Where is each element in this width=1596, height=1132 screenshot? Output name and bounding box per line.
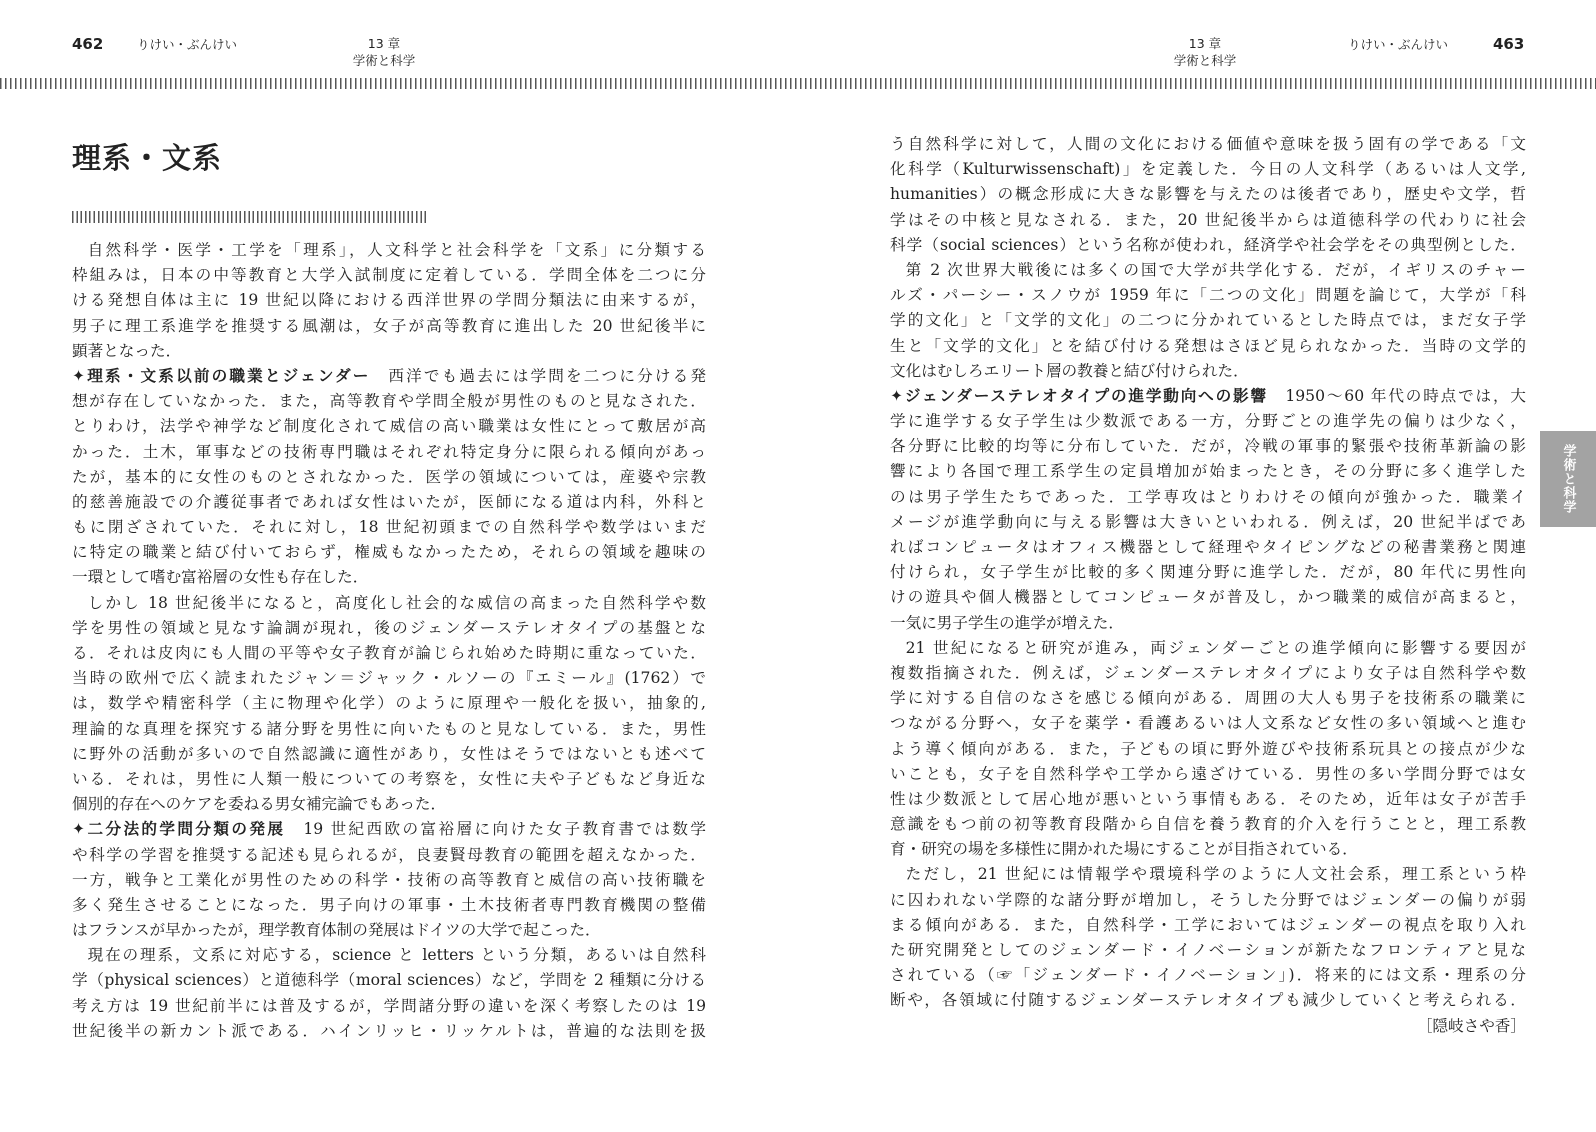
right-page-number: 463 <box>1493 35 1525 53</box>
text-line: 当時の欧州で広く読まれたジャン＝ジャック・ルソーの『エミール』(1762）で <box>72 669 706 688</box>
text-line: 学に対する自信のなさを感じる傾向がある．周囲の大人も男子を技術系の職業に <box>890 689 1526 708</box>
text-line: メージが進学動向に与える影響は大きいといわれる．例えば，20 世紀半ばであ <box>890 512 1526 531</box>
text-line: 一方，戦争と工業化が男性のための科学・技術の高等教育と威信の高い技術職を <box>72 870 706 889</box>
text-line: まる傾向がある．また，自然科学・工学においてはジェンダーの視点を取り入れ <box>890 915 1526 934</box>
text-line: 男子に理工系進学を推奨する風潮は，女子が高等教育に進出した 20 世紀後半に <box>72 316 706 335</box>
left-column <box>72 238 706 1044</box>
text-line: 学を男性の領域と見なす論調が現れ，後のジェンダーステレオタイプの基盤とな <box>72 618 706 637</box>
text-line: されている（☞「ジェンダード・イノベーション」)．将来的には文系・理系の分 <box>890 966 1526 985</box>
left-chapter-heading <box>339 35 429 69</box>
section-first-line <box>72 817 706 842</box>
text-line: 学（physical sciences）と道徳科学（moral sciences）など，学問を 2 種類に分ける <box>72 971 706 990</box>
text-line: 顕著となった． <box>72 341 182 360</box>
text-line: 各分野に比較的均等に分布していた．だが，冷戦の軍事的緊張や技術革新論の影 <box>890 437 1526 456</box>
text-line: 生と「文学的文化」とを結び付ける発想はさほど見られなかった．当時の文学的 <box>890 336 1526 355</box>
text-line: たが，基本的に女性のものとされなかった．医学の領域については，産婆や宗教 <box>72 467 706 486</box>
title-rule <box>72 211 427 223</box>
text-line: 文化はむしろエリート層の教養と結び付けられた． <box>890 361 1249 380</box>
text-run: 19 世紀西欧の富裕層に向けた女子教育書では数学 <box>303 820 706 839</box>
text-line: 一環として嗜む富裕層の女性も存在した． <box>72 568 369 587</box>
text-line: る．それは皮肉にも人間の平等や女子教育が論じられ始めた時期に重なっていた． <box>72 644 706 662</box>
right-chapter-title: 学術と科学 <box>1173 53 1237 68</box>
text-run: 1950〜60 年代の時点では，大 <box>1285 386 1526 405</box>
text-line: ルズ・パーシー・スノウが 1959 年に「二つの文化」問題を論じて，大学が「科 <box>890 286 1526 305</box>
right-chapter-number: 13 章 <box>1188 36 1222 51</box>
text-line: 自然科学・医学・工学を「理系」，人文科学と社会科学を「文系」に分類する <box>87 241 706 259</box>
text-line: humanities）の概念形成に大きな影響を与えたのは後者であり，歴史や文学，哲 <box>890 185 1526 204</box>
text-line: ただし，21 世紀には情報学や環境科学のように人文社会系，理工系という枠 <box>905 865 1526 884</box>
text-line: のは男子学生たちであった．工学専攻はとりわけその傾向が強かった．職業イ <box>890 487 1526 506</box>
text-line: ける発想自体は主に 19 世紀以降における西洋世界の学問分類法に由来するが， <box>72 291 706 310</box>
text-line: 的慈善施設での介護従事者であれば女性はいたが，医師になる道は内科，外科と <box>72 492 706 511</box>
left-running-head: りけい・ぶんけい <box>137 37 238 52</box>
text-line: 付けられ，女子学生が比較的多く関連分野に進学した．だが，80 年代に男性向 <box>890 563 1526 582</box>
right-chapter-heading <box>1160 35 1250 69</box>
author-credit: ［隠岐さや香］ <box>1416 1016 1526 1035</box>
left-chapter-number: 13 章 <box>367 36 401 51</box>
text-line: 想が存在していなかった．また，高等教育や学問全般が男性のものと見なされた． <box>72 392 706 411</box>
section-first-line <box>72 364 706 389</box>
text-line: 化科学（Kulturwissenschaft)」を定義した．今日の人文科学（あるいは人文学, <box>890 160 1526 179</box>
text-line: もに閉ざされていた．それに対し，18 世紀初頭までの自然科学や数学はいまだ <box>72 518 706 537</box>
text-line: 一気に男子学生の進学が増えた． <box>890 613 1124 632</box>
chapter-thumb-tab: 学術と科学 <box>1540 431 1596 527</box>
text-line: しかし 18 世紀後半になると，高度化し社会的な威信の高まった自然科学や数 <box>87 593 706 612</box>
text-line: かった．土木，軍事などの技術専門職はそれぞれ特定身分に限られる傾向があっ <box>72 442 706 461</box>
right-running-head: りけい・ぶんけい <box>1348 37 1449 52</box>
text-line: う自然科学に対して，人間の文化における価値や意味を扱う固有の学である「文 <box>890 135 1526 153</box>
text-line: に囚われない学際的な諸分野が増加し，そうした分野ではジェンダーの偏りが弱 <box>890 890 1526 909</box>
text-line: いる．それは，男性に人類一般についての考察を，女性に夫や子どもなど身近な <box>72 769 706 788</box>
text-line: 響により各国で理工系学生の定員増加が始まったとき，その分野に多く進学した <box>890 462 1526 481</box>
text-line: 意識をもつ前の初等教育段階から自信を養う教育的介入を行うことと，理工系教 <box>890 815 1526 834</box>
section-heading: ✦ジェンダーステレオタイプの進学動向への影響 <box>890 386 1268 405</box>
text-line: とりわけ，法学や神学など制度化されて威信の高い職業は女性にとって敷居が高 <box>72 417 706 436</box>
article-title: 理系・文系 <box>72 141 223 175</box>
left-page-number: 462 <box>72 35 104 53</box>
text-line: 科学（social sciences）という名称が使われ，経済学や社会学をその典型例とした． <box>890 235 1526 254</box>
text-line: ればコンピュータはオフィス機器として経理やタイピングなどの秘書業務と関連 <box>890 538 1526 556</box>
text-line: 現在の理系，文系に対応する，science と letters という分類，あるいは自然科 <box>87 946 706 965</box>
text-line: 性は少数派として居心地が悪いという事情もある．そのため，近年は女子が苦手 <box>890 789 1526 808</box>
text-line: は，数学や精密科学（主に物理や化学）のように原理や一般化を扱い，抽象的, <box>72 694 706 713</box>
text-line: 学的文化」と「文学的文化」の二つに分かれているとした時点では，まだ女子学 <box>890 311 1526 330</box>
text-line: 複数指摘された．例えば，ジェンダーステレオタイプにより女子は自然科学や数 <box>890 663 1526 682</box>
section-heading: ✦理系・文系以前の職業とジェンダー <box>72 366 371 385</box>
left-chapter-title: 学術と科学 <box>352 53 416 68</box>
text-line: 理論的な真理を探究する諸分野を男性に向いたものと見なしている．また，男性 <box>72 719 706 738</box>
text-line: 学はその中核と見なされる．また，20 世紀後半からは道徳科学の代わりに社会 <box>890 210 1526 229</box>
right-column <box>890 132 1526 1039</box>
text-line: や科学の学習を推奨する記述も見られるが，良妻賢母教育の範囲を超えなかった． <box>72 845 706 864</box>
text-line: 21 世紀になると研究が進み，両ジェンダーごとの進学傾向に影響する要因が <box>905 638 1526 657</box>
text-line: 多く発生させることになった．男子向けの軍事・土木技術者専門教育機関の整備 <box>72 895 706 914</box>
text-line: 個別的存在へのケアを委ねる男女補完論でもあった． <box>72 795 447 814</box>
text-line: 枠組みは，日本の中等教育と大学入試制度に定着している．学問全体を二つに分 <box>72 266 706 285</box>
text-line: 世紀後半の新カント派である．ハインリッヒ・リッケルトは，普遍的な法則を扱 <box>72 1021 706 1040</box>
section-first-line <box>890 384 1526 409</box>
text-line: けの遊具や個人機器としてコンピュータが普及し，かつ職業的威信が高まると， <box>890 588 1526 607</box>
text-line: に特定の職業と結び付いておらず，権威もなかったため，それらの領域を趣味の <box>72 543 706 562</box>
text-line: 学に進学する女子学生は少数派である一方，分野ごとの進学先の偏りは少なく， <box>890 412 1526 431</box>
text-line: 考え方は 19 世紀前半には普及するが，学問諸分野の違いを深く考察したのは 19 <box>72 996 706 1015</box>
text-line: に野外の活動が多いので自然認識に適性があり，女性はそうではないとも述べて <box>72 744 706 763</box>
text-line: 育・研究の場を多様性に開かれた場にすることが目指されている． <box>890 840 1358 859</box>
text-line: 第 2 次世界大戦後には多くの国で大学が共学化する．だが，イギリスのチャー <box>905 260 1526 279</box>
text-line: はフランスが早かったが，理学教育体制の発展はドイツの大学で起こった． <box>72 921 601 940</box>
text-line: よう導く傾向がある．また，子どもの頃に野外遊びや技術系玩具との接点が少な <box>890 739 1526 758</box>
section-heading: ✦二分法的学問分類の発展 <box>72 820 286 839</box>
header-rule <box>0 78 1596 89</box>
text-line: いことも，女子を自然科学や工学から遠ざけている．男性の多い学問分野では女 <box>890 764 1526 783</box>
text-line: た研究開発としてのジェンダード・イノベーションが新たなフロンティアと見な <box>890 941 1526 959</box>
text-run: 西洋でも過去には学問を二つに分ける発 <box>388 366 706 385</box>
text-line: 断や，各領域に付随するジェンダーステレオタイプも減少していくと考えられる． <box>890 991 1526 1010</box>
text-line: つながる分野へ，女子を薬学・看護あるいは人文系など女性の多い領域へと進む <box>890 714 1526 733</box>
